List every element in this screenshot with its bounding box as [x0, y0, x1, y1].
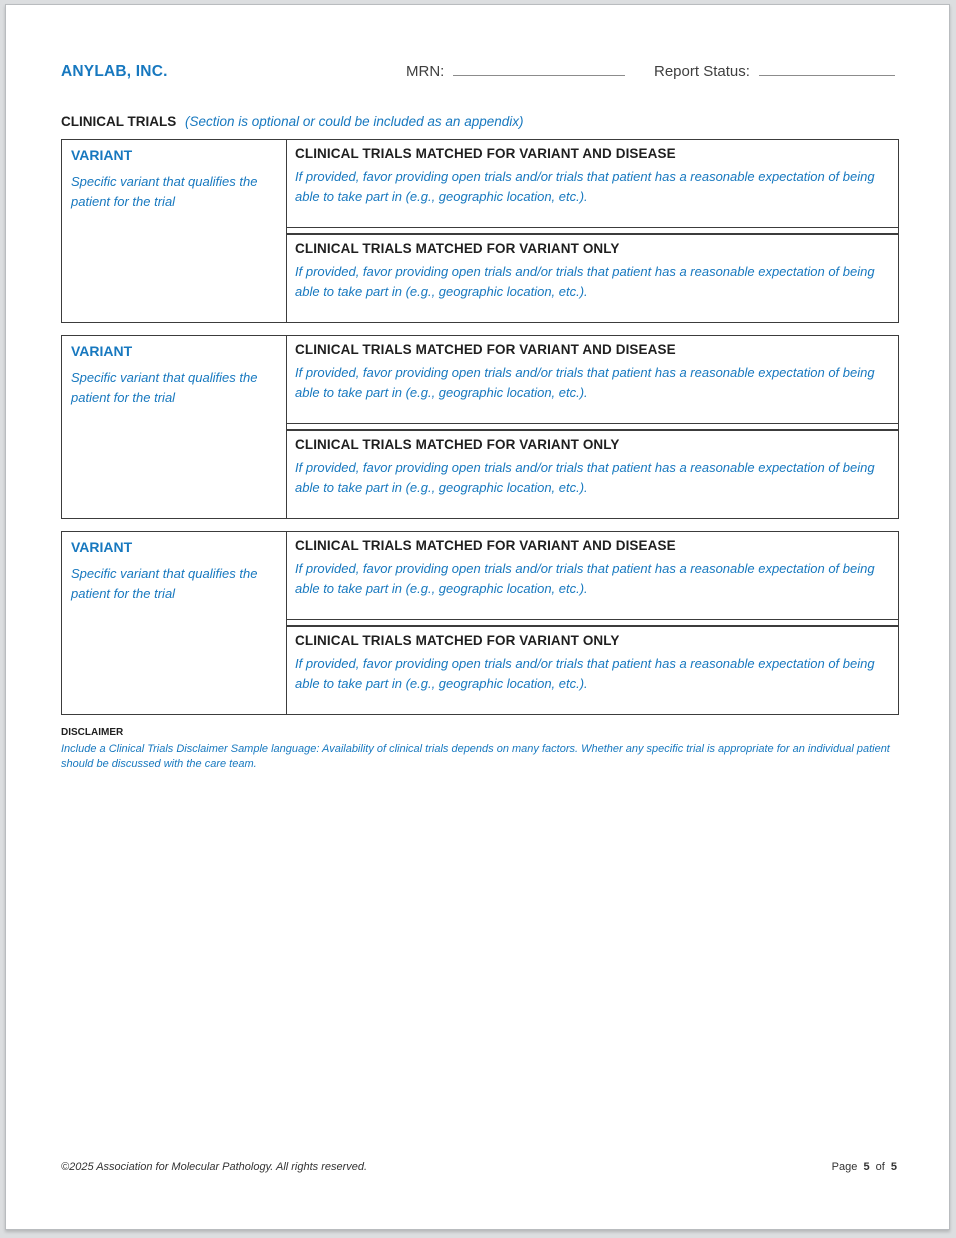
trial-block-2: [61, 335, 899, 519]
variant-only-heading: CLINICAL TRIALS MATCHED FOR VARIANT ONLY: [295, 633, 620, 648]
variant-only-cell: [287, 625, 898, 714]
page-number-current: 5: [863, 1161, 870, 1173]
variant-only-guidance: If provided, favor providing open trials and/or trials that patient has a reasonable expectation of being able to take part in (e.g., geographic location, etc.).: [295, 656, 875, 691]
trial-match-column: [287, 532, 898, 714]
variant-title: VARIANT: [71, 539, 133, 555]
page-content: [6, 63, 949, 771]
variant-description: Specific variant that qualifies the patient for the trial: [71, 174, 258, 209]
company-name: ANYLAB, INC.: [61, 63, 168, 80]
mrn-label: MRN:: [406, 63, 445, 80]
section-note: (Section is optional or could be included as an appendix): [185, 114, 524, 129]
variant-only-guidance: If provided, favor providing open trials and/or trials that patient has a reasonable expectation of being able to take part in (e.g., geographic location, etc.).: [295, 264, 875, 299]
variant-and-disease-cell: [287, 532, 898, 620]
disclaimer-section: [61, 727, 897, 771]
trial-match-column: [287, 336, 898, 518]
mrn-field: [406, 63, 625, 80]
variant-description: Specific variant that qualifies the patient for the trial: [71, 370, 258, 405]
trial-block-3: [61, 531, 899, 715]
variant-and-disease-cell: [287, 336, 898, 424]
variant-only-guidance: If provided, favor providing open trials and/or trials that patient has a reasonable expectation of being able to take part in (e.g., geographic location, etc.).: [295, 460, 875, 495]
variant-only-cell: [287, 429, 898, 518]
variant-description: Specific variant that qualifies the patient for the trial: [71, 566, 258, 601]
copyright-notice: ©2025 Association for Molecular Pathology. All rights reserved.: [61, 1161, 368, 1173]
page-number: [832, 1161, 897, 1173]
report-status-label: Report Status:: [654, 63, 750, 80]
disclaimer-text: Include a Clinical Trials Disclaimer Sample language: Availability of clinical trials depends on many factors. Whether any specific trial is appropriate for an individual patient should be discussed with the care team.: [61, 743, 890, 770]
variant-cell: [62, 336, 287, 518]
variant-cell: [62, 140, 287, 322]
variant-title: VARIANT: [71, 343, 133, 359]
variant-only-heading: CLINICAL TRIALS MATCHED FOR VARIANT ONLY: [295, 437, 620, 452]
trial-match-column: [287, 140, 898, 322]
disclaimer-title: DISCLAIMER: [61, 727, 124, 738]
page-header: [61, 63, 897, 85]
report-status-blank-line: [759, 63, 895, 76]
variant-and-disease-heading: CLINICAL TRIALS MATCHED FOR VARIANT AND DISEASE: [295, 538, 676, 553]
variant-and-disease-guidance: If provided, favor providing open trials and/or trials that patient has a reasonable expectation of being able to take part in (e.g., geographic location, etc.).: [295, 561, 875, 596]
trial-block-1: [61, 139, 899, 323]
variant-cell: [62, 532, 287, 714]
report-status-field: [654, 63, 895, 80]
variant-and-disease-cell: [287, 140, 898, 228]
page-footer: [61, 1161, 897, 1173]
variant-only-heading: CLINICAL TRIALS MATCHED FOR VARIANT ONLY: [295, 241, 620, 256]
variant-and-disease-heading: CLINICAL TRIALS MATCHED FOR VARIANT AND DISEASE: [295, 146, 676, 161]
variant-and-disease-guidance: If provided, favor providing open trials and/or trials that patient has a reasonable expectation of being able to take part in (e.g., geographic location, etc.).: [295, 169, 875, 204]
variant-and-disease-heading: CLINICAL TRIALS MATCHED FOR VARIANT AND DISEASE: [295, 342, 676, 357]
page-word: Page: [831, 1161, 858, 1173]
variant-title: VARIANT: [71, 147, 133, 163]
page-number-total: 5: [890, 1161, 897, 1173]
mrn-blank-line: [453, 63, 625, 76]
section-title-row: [61, 113, 897, 131]
variant-and-disease-guidance: If provided, favor providing open trials and/or trials that patient has a reasonable expectation of being able to take part in (e.g., geographic location, etc.).: [295, 365, 875, 400]
variant-only-cell: [287, 233, 898, 322]
of-word: of: [875, 1161, 885, 1173]
section-title: CLINICAL TRIALS: [61, 114, 177, 129]
document-page: [5, 4, 950, 1230]
